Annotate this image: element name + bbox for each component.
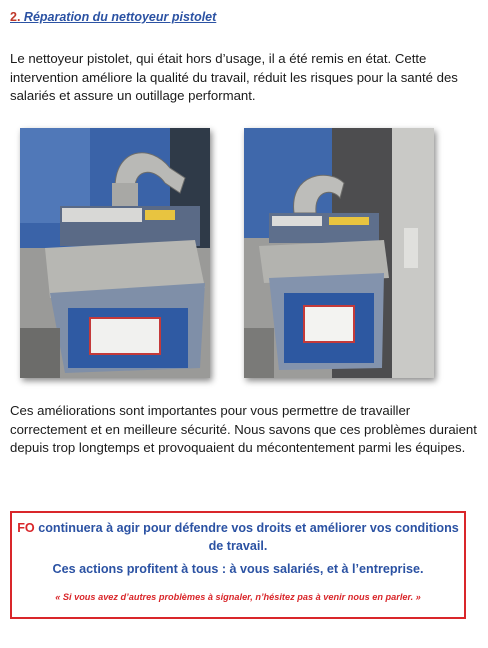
- section-title: Réparation du nettoyeur pistolet: [20, 10, 217, 24]
- body-paragraph: Ces améliorations sont importantes pour vous permettre de travailler correctement et en meilleure sécurité. Nous savons que ces problèmes duraient depuis trop longtemps et provoquaient du mécontentement parmi les équipes.: [10, 403, 477, 456]
- section-number: 2.: [10, 10, 21, 24]
- callout-quote: « Si vous avez d’autres problèmes à signaler, n’hésitez pas à venir nous en parler. »: [55, 592, 421, 602]
- callout-line2: Ces actions profitent à tous : à vous salariés, et à l’entreprise.: [52, 562, 424, 576]
- fo-brand: FO: [17, 521, 35, 535]
- callout-line1: [12, 519, 464, 555]
- photo-gun-cleaner-right: [244, 128, 434, 378]
- callout-line1-text: continuera à agir pour défendre vos droits et améliorer vos conditions de travail.: [34, 521, 459, 553]
- photo-gun-cleaner-left: [20, 128, 210, 378]
- section-heading: [10, 10, 216, 24]
- intro-paragraph: Le nettoyeur pistolet, qui était hors d’usage, il a été remis en état. Cette intervention améliore la qualité du travail, réduit les risques pour la santé des salariés et assure un outillage performant.: [10, 51, 458, 103]
- callout-box: [10, 511, 466, 619]
